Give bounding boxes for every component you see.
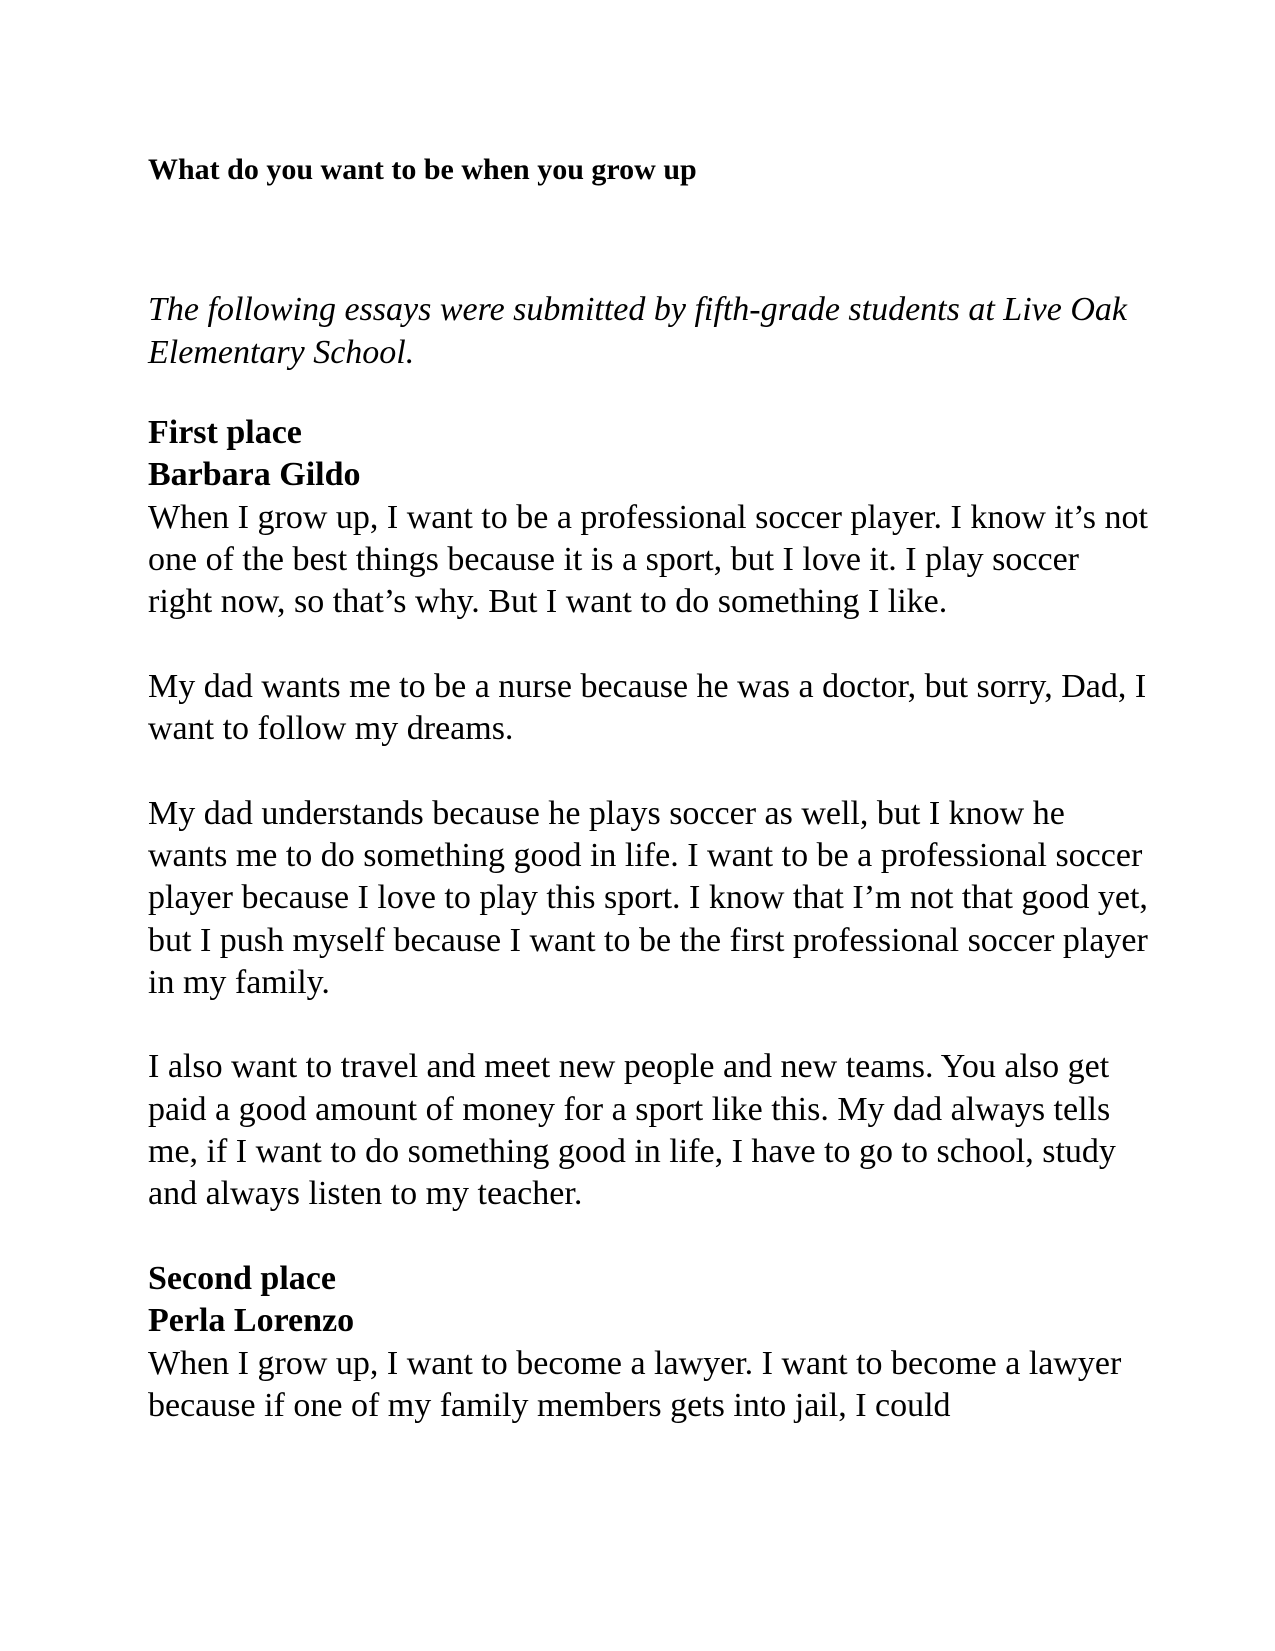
essay-paragraph: My dad wants me to be a nurse because he was a doctor, but sorry, Dad, I want to follow my dreams.: [148, 667, 1147, 748]
essay-paragraph: When I grow up, I want to be a professional soccer player. I know it’s not one of the best things because it is a sport, but I love it. I play soccer right now, so that’s why. But I want to do something I like.: [148, 498, 1148, 621]
document-title: What do you want to be when you grow up: [148, 153, 697, 186]
essay-second-place: [148, 1258, 1148, 1427]
essay-paragraph: When I grow up, I want to become a lawyer. I want to become a lawyer because if one of my family members gets into jail, I could: [148, 1344, 1122, 1424]
author-name: Barbara Gildo: [148, 456, 361, 494]
intro-text: The following essays were submitted by fifth-grade students at Live Oak Elementary School.: [148, 291, 1127, 371]
essay-paragraph: I also want to travel and meet new people and new teams. You also get paid a good amount of money for a sport like this. My dad always tells me, if I want to do something good in life, I have to go to school, study and always listen to my teacher.: [148, 1048, 1116, 1213]
essay-paragraph: My dad understands because he plays soccer as well, but I know he wants me to do something good in life. I want to be a professional soccer player because I love to play this sport. I know that I’m not that good yet, but I push myself because I want to be the first professional soccer player in my family.: [148, 794, 1148, 1001]
author-name: Perla Lorenzo: [148, 1302, 355, 1340]
essay-first-place: [148, 412, 1148, 1216]
place-heading: Second place: [148, 1259, 336, 1297]
place-heading: First place: [148, 414, 302, 451]
essay-list: [148, 412, 1148, 1427]
